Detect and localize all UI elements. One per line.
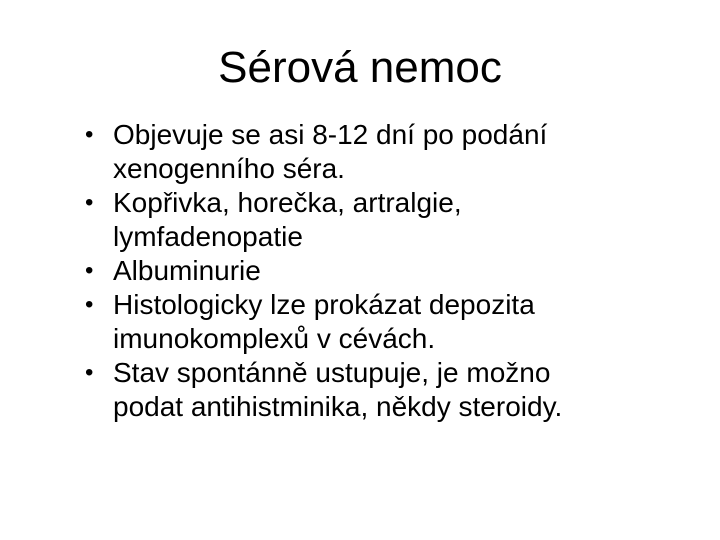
bullet-icon: • (85, 121, 94, 148)
bullet-text-line: Albuminurie (113, 255, 261, 286)
bullet-item (85, 254, 685, 288)
bullet-icon: • (85, 359, 94, 386)
bullet-list (85, 118, 685, 424)
bullet-text-line: Objevuje se asi 8-12 dní po podání (113, 119, 548, 150)
bullet-text-line: lymfadenopatie (113, 221, 303, 252)
bullet-item (85, 356, 685, 424)
bullet-icon: • (85, 189, 94, 216)
bullet-text-line: Stav spontánně ustupuje, je možno (113, 357, 551, 388)
bullet-item (85, 288, 685, 356)
bullet-item (85, 118, 685, 186)
slide-title: Sérová nemoc (218, 43, 502, 92)
bullet-text-line: podat antihistminika, někdy steroidy. (113, 391, 563, 422)
bullet-text-line: imunokomplexů v cévách. (113, 323, 436, 354)
bullet-icon: • (85, 257, 94, 284)
bullet-text-line: Histologicky lze prokázat depozita (113, 289, 535, 320)
bullet-icon: • (85, 291, 94, 318)
bullet-text-line: xenogenního séra. (113, 153, 345, 184)
bullet-text-line: Kopřivka, horečka, artralgie, (113, 187, 462, 218)
bullet-item (85, 186, 685, 254)
